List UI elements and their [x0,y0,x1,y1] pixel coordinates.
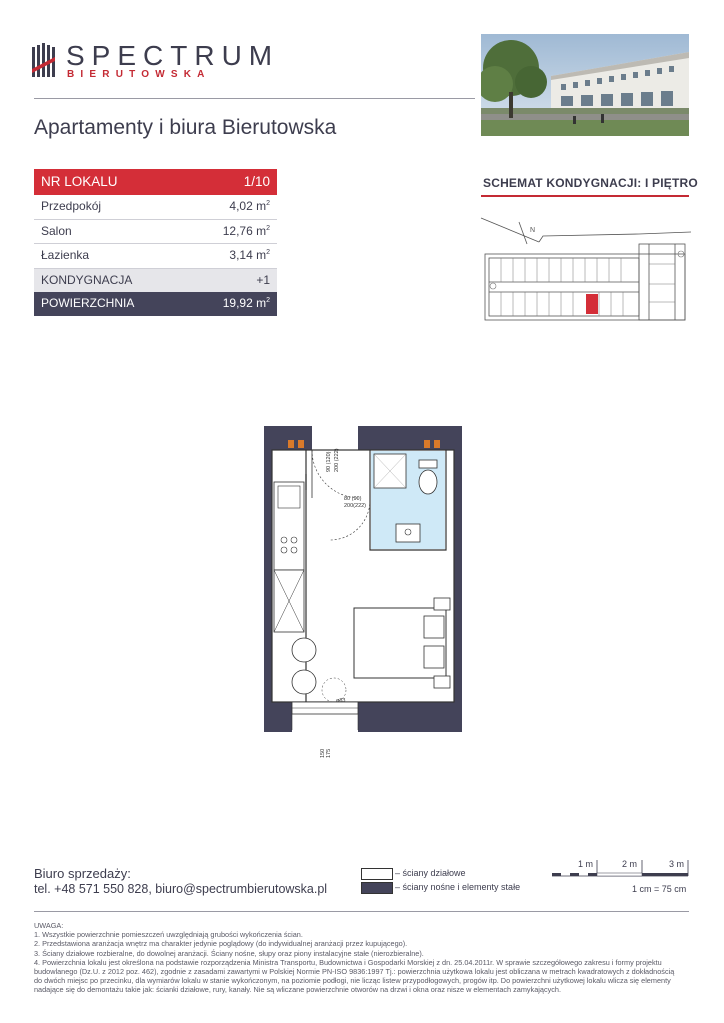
scale-label-3m: 3 m [669,859,685,869]
scale-label-1m: 1 m [578,859,594,869]
door1-dim2: 200 (222) [334,448,340,472]
diameter-label: ø83 [336,698,346,704]
logo-name: SPECTRUM [66,40,280,71]
sink-icon [396,524,420,542]
floor-schema-title: SCHEMAT KONDYGNACJI: I PIĘTRO [483,176,698,190]
table-icon [292,638,316,662]
notes-line: 2. Przedstawiona aranżacja wnętrz ma charakter jedynie poglądowy (do indywidualnej aranżacji przez kupującego). [34,939,408,949]
notes-line: 4. Powierzchnia lokalu jest określona na podstawie rozporządzenia Ministra Transportu, Budownictwa i Gospodarki Morskiej z dn. 25.04.2011r. W sprawie szczegółowego zakresu i formy projektu [34,957,662,967]
room-area: 4,02 $m^2$ [229,199,270,213]
room-label: Łazienka [41,248,90,262]
header-divider [34,98,475,99]
unit-number-label: NR LOKALU [41,174,118,189]
floor-label: KONDYGNACJA [41,272,133,287]
notes-line: 1. Wszystkie powierzchnie pomieszczeń uwzględniają grubości wykończenia ścian. [34,930,303,940]
room-label: Salon [41,223,72,238]
notes-line: nadające się do demontażu takie jak: ścianki działowe, rury, kanały. Nie są wliczane powierzchnie otworów na drzwi i okna oraz nisze w elementach zamykających. [34,985,561,995]
floor-schema-diagram [479,214,691,326]
sales-office-contact[interactable]: tel. +48 571 550 828, biuro@spectrumbierutowska.pl [34,882,328,896]
legend-swatch-bearing [361,882,393,894]
room-row [34,244,277,269]
unit-number-value: 1/10 [243,174,270,189]
floor-schema-divider [481,195,689,197]
notes-line: UWAGA: [34,921,64,930]
room-row [34,220,277,245]
notes-line: 3. Ściany działowe rozbieralne, do dowolnej aranżacji. Ściany nośne, słupy oraz piony instalacyjne stałe (nierozbieralne). [34,948,424,958]
room-label: Przedpokój [41,199,102,213]
floor-plan [258,420,468,765]
room-area: 3,14 $m^2$ [229,248,270,262]
legend-bearing-label: – ściany nośne i elementy stałe [395,882,521,892]
notes-line: budowlanego (Dz.U. z 2012 poz. 462), zgodnie z zasadami zawartymi w Polskiej Normie PN-ISO 9836:1997 Tj.: powierzchnia użytkowa lokalu jest obliczana w metrach kwadratowych z dokładnością [34,967,675,977]
notes-line: do dwóch miejsc po przecinku, dla wymiarów lokalu w stanie wykończonym, na poziomie podłogi, nie licząc listew przypodłogowych, progów itp. Do powierzchni użytkowej lokalu wlicza się elementy [34,976,671,986]
highlighted-unit [586,294,598,314]
building-photo [481,34,689,136]
total-area-value: 19,92 $m^2$ [222,296,270,310]
total-area-label: POWIERZCHNIA [41,296,135,310]
legend-swatch-partition [361,868,393,880]
total-area-row [34,292,277,316]
scale-ratio: 1 cm = 75 cm [632,884,687,894]
scale-label-2m: 2 m [622,859,638,869]
legend-partition-label: – ściany działowe [395,868,466,878]
notes-section [34,921,694,995]
room-area: 12,76 $m^2$ [222,223,270,238]
toilet-icon [419,470,437,494]
logo-subtitle: BIERUTOWSKA [67,69,211,80]
floor-row [34,269,277,293]
window-dim1: 150 [320,748,326,758]
sales-office-label: Biuro sprzedaży: [34,866,131,881]
spectrum-logo-icon [32,43,56,77]
room-row [34,195,277,220]
footer-divider [34,911,689,912]
unit-number-row [34,169,277,195]
page-title: Apartamenty i biura Bierutowska [34,116,337,139]
door2-dim: 80 (90) [344,496,362,502]
unit-table [34,169,277,316]
floor-value: +1 [256,272,270,287]
door2-dim2: 200(222) [344,503,367,509]
window-dim2: 175 [326,748,332,758]
door1-dim: 90 (120) [326,451,332,472]
kitchen-counter [274,482,304,570]
north-label: N [530,227,536,234]
